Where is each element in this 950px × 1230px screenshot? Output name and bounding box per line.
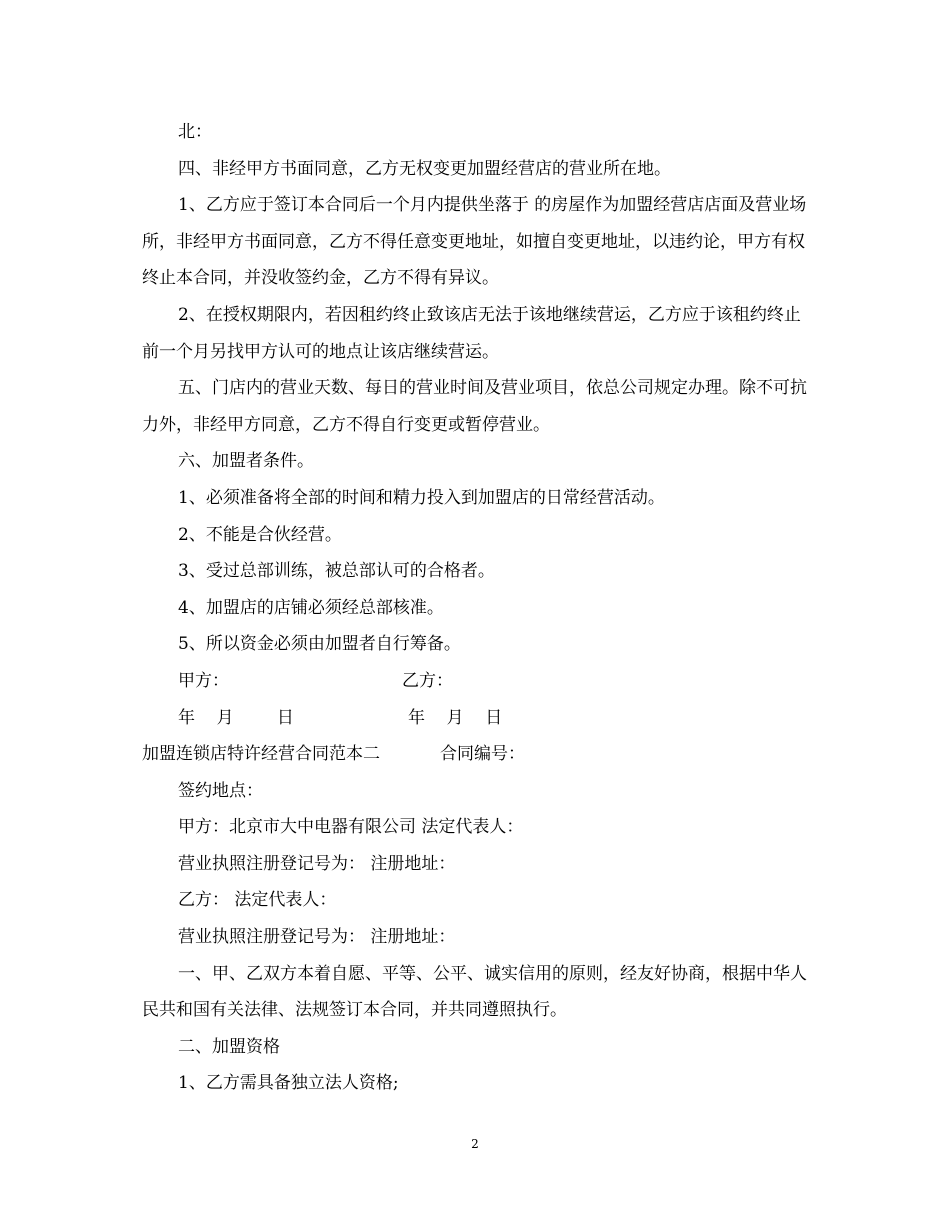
party-b-registration: 营业执照注册登记号为： 注册地址：	[178, 927, 456, 948]
clause-four: 四、非经甲方书面同意，乙方无权变更加盟经营店的营业所在地。	[178, 158, 671, 179]
party-a-label: 甲方：	[178, 670, 229, 691]
second-contract-title: 加盟连锁店特许经营合同范本二	[142, 744, 380, 765]
party-b-date: 年 月 日	[408, 707, 503, 728]
clause-two-item-1: 1、乙方需具备独立法人资格;	[178, 1073, 399, 1094]
party-a-date: 年 月 日	[178, 707, 294, 728]
party-b-label: 乙方：	[402, 670, 453, 691]
clause-one: 一、甲、乙双方本着自愿、平等、公平、诚实信用的原则，经友好协商，根据中华人民共和国有关法律、法规签订本合同，并共同遵照执行。	[142, 963, 807, 1021]
clause-six-item-5: 5、所以资金必须由加盟者自行筹备。	[178, 634, 461, 655]
clause-two: 二、加盟资格	[178, 1036, 280, 1057]
paragraph-north: 北：	[178, 122, 212, 142]
party-a-info: 甲方：北京市大中电器有限公司 法定代表人：	[178, 817, 524, 838]
clause-four-item-2: 2、在授权期限内，若因租约终止致该店无法于该地继续营运，乙方应于该租约终止前一个月另找甲方认可的地点让该店继续营运。	[142, 304, 801, 362]
clause-six-item-1: 1、必须准备将全部的时间和精力投入到加盟店的日常经营活动。	[178, 487, 665, 508]
clause-six-item-3: 3、受过总部训练，被总部认可的合格者。	[178, 561, 495, 582]
signature-date-row	[142, 700, 810, 737]
clause-six-item-2: 2、不能是合伙经营。	[178, 524, 342, 545]
clause-four-item-1: 1、乙方应于签订本合同后一个月内提供坐落于 的房屋作为加盟经营店店面及营业场所，非经甲方书面同意，乙方不得任意变更地址，如擅自变更地址，以违约论，甲方有权终止本合同，并没收签约金，乙方不得有异议。	[142, 195, 807, 289]
document-body	[142, 114, 810, 1102]
signature-parties-row	[142, 663, 810, 700]
signing-place: 签约地点：	[178, 780, 263, 801]
clause-five: 五、门店内的营业天数、每日的营业时间及营业项目，依总公司规定办理。除不可抗力外，非经甲方同意，乙方不得自行变更或暂停营业。	[142, 378, 807, 435]
contract-number-label: 合同编号：	[440, 744, 525, 765]
clause-six: 六、加盟者条件。	[178, 451, 314, 472]
second-contract-heading-row	[142, 736, 810, 773]
party-b-info: 乙方： 法定代表人：	[178, 890, 337, 911]
page-number: 2	[471, 1137, 479, 1151]
party-a-registration: 营业执照注册登记号为： 注册地址：	[178, 853, 456, 874]
clause-six-item-4: 4、加盟店的店铺必须经总部核准。	[178, 597, 444, 618]
